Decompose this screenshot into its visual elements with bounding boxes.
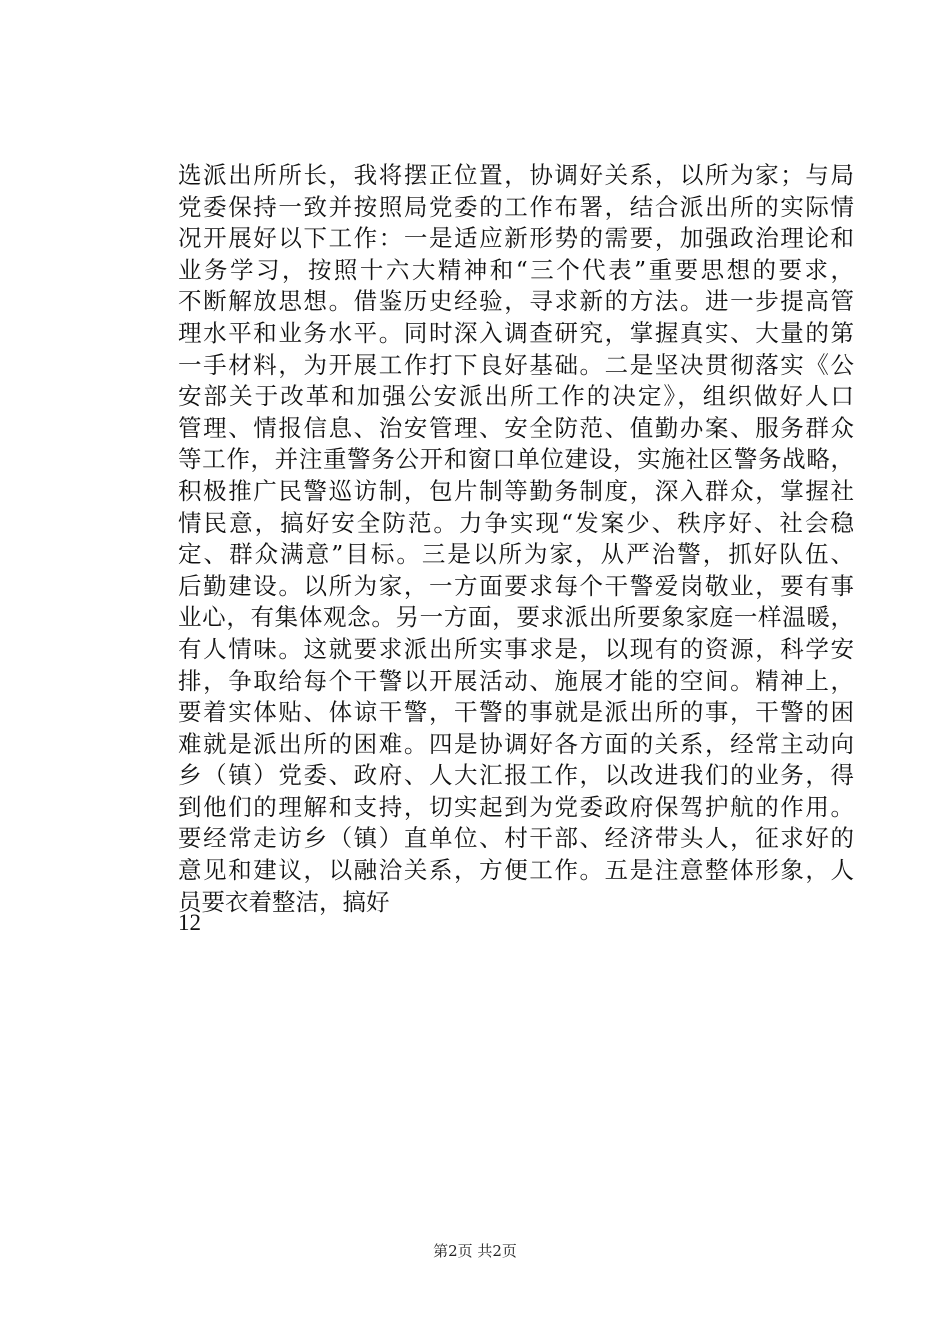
text-line: 要着实体贴、体谅干警，干警的事就是派出所的事，干警的困 <box>178 698 854 727</box>
text-line: 排，争取给每个干警以开展活动、施展才能的空间。精神上， <box>178 666 854 695</box>
text-line: 理水平和业务水平。同时深入调查研究，掌握真实、大量的第 <box>178 318 854 347</box>
text-line: 一手材料，为开展工作打下良好基础。二是坚决贯彻落实《公 <box>178 350 854 379</box>
text-line: 不断解放思想。借鉴历史经验，寻求新的方法。进一步提高管 <box>178 287 854 316</box>
text-line: 积极推广民警巡访制，包片制等勤务制度，深入群众，掌握社 <box>178 476 854 505</box>
text-line: 选派出所所长，我将摆正位置，协调好关系，以所为家；与局 <box>178 161 854 189</box>
text-line: 员要衣着整洁，搞好 <box>178 887 390 916</box>
text-line: 党委保持一致并按照局党委的工作布署，结合派出所的实际情 <box>178 192 854 221</box>
text-line: 后勤建设。以所为家，一方面要求每个干警爱岗敬业，要有事 <box>178 571 854 600</box>
text-line: 定、群众满意”目标。三是以所为家，从严治警，抓好队伍、 <box>178 540 854 569</box>
text-line: 业心，有集体观念。另一方面，要求派出所要象家庭一样温暖， <box>178 603 854 632</box>
text-line: 要经常走访乡（镇）直单位、村干部、经济带头人，征求好的 <box>178 824 854 853</box>
page-marker: 12 <box>178 910 201 935</box>
body-paragraph <box>178 160 854 918</box>
text-line: 有人情味。这就要求派出所实事求是，以现有的资源，科学安 <box>178 634 854 663</box>
text-line: 意见和建议，以融洽关系，方便工作。五是注意整体形象，人 <box>178 856 854 885</box>
text-line: 安部关于改革和加强公安派出所工作的决定》，组织做好人口 <box>178 382 854 411</box>
text-line: 管理、情报信息、治安管理、安全防范、值勤办案、服务群众 <box>178 413 854 442</box>
text-line: 况开展好以下工作：一是适应新形势的需要，加强政治理论和 <box>178 224 854 253</box>
text-line: 乡（镇）党委、政府、人大汇报工作，以改进我们的业务，得 <box>178 761 854 790</box>
text-line: 到他们的理解和支持，切实起到为党委政府保驾护航的作用。 <box>178 792 854 821</box>
text-line: 等工作，并注重警务公开和窗口单位建设，实施社区警务战略， <box>178 445 854 474</box>
text-line: 难就是派出所的困难。四是协调好各方面的关系，经常主动向 <box>178 729 854 758</box>
text-line: 业务学习，按照十六大精神和“三个代表”重要思想的要求， <box>178 255 854 284</box>
text-line: 情民意，搞好安全防范。力争实现“发案少、秩序好、社会稳 <box>178 508 854 537</box>
page-footer: 第2页 共2页 <box>433 1242 517 1260</box>
